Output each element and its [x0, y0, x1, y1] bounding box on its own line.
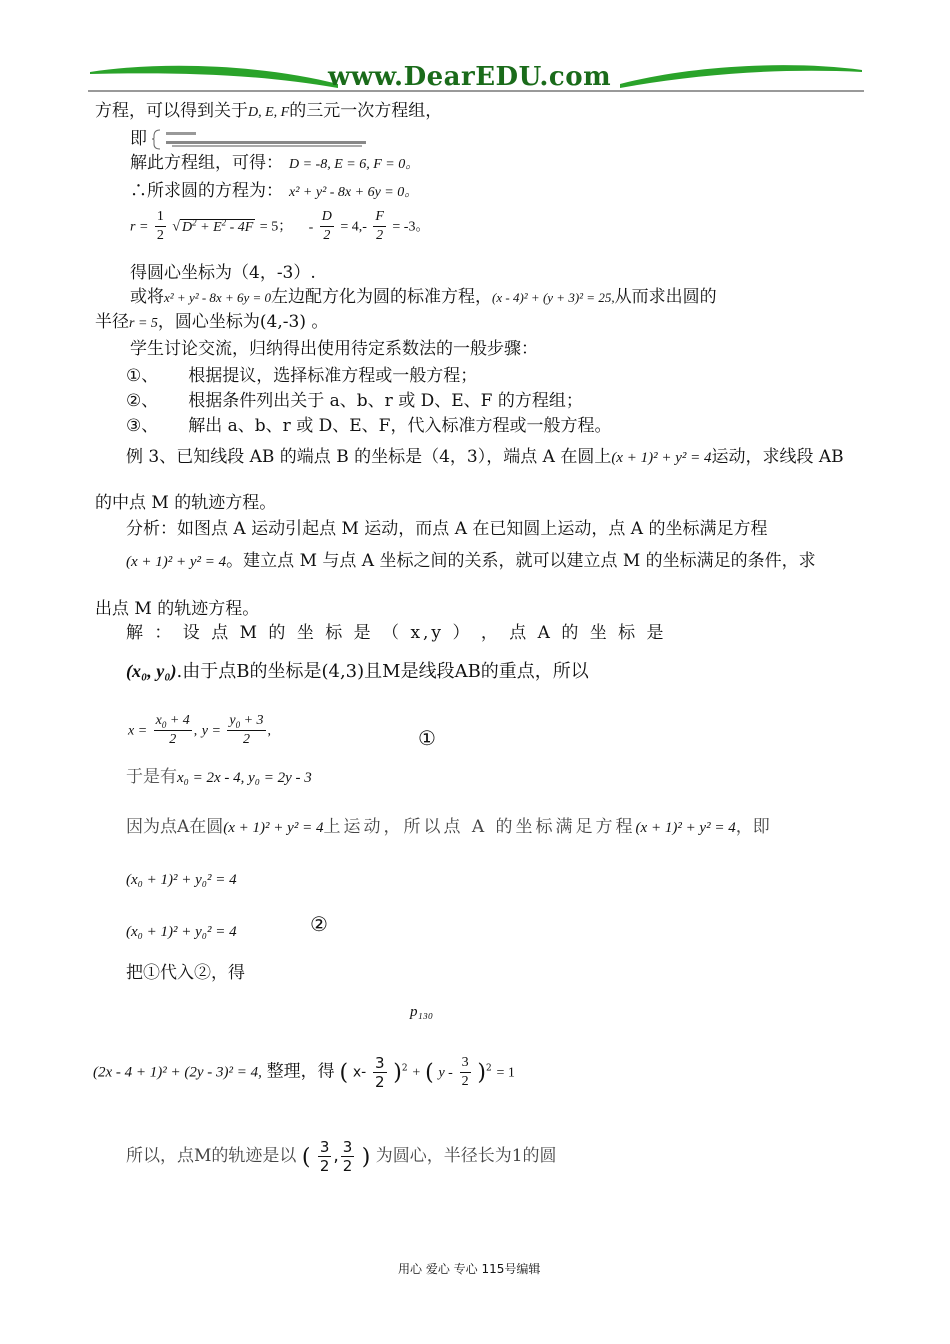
- text-line-3: 解此方程组，可得： D = -8, E = 6, F = 0。: [130, 153, 420, 173]
- step-2: ②、 根据条件列出关于 a、b、r 或 D、E、F 的方程组；: [126, 391, 583, 411]
- header-banner: [88, 58, 864, 98]
- analysis-line-2: (x + 1)² + y² = 4。建立点 M 与点 A 坐标之间的关系，就可以建立点 M 的坐标满足的条件，求: [126, 551, 816, 571]
- substitute-line: 把①代入②，得: [126, 963, 245, 983]
- circle-equation-a: (x₀ + 1)² + y₀² = 4: [126, 872, 237, 888]
- final-equation: (2x - 4 + 1)² + (2y - 3)² = 4, 整理，得 ( x- $\frac{3}{2}$ )$^2$ + ( y - $\frac{3}{2}$ )$^2$ = 1: [93, 1054, 515, 1091]
- radius-formula: r = $\frac{1}{2}$ √ $D^2 + E^2 - 4F = 5$； - $\frac{D}{2}$ = 4,- $\frac{F}{2}$ = -3。: [130, 209, 430, 243]
- text-line-4: ∴所求圆的方程为： x² + y² - 8x + 6y = 0。: [130, 181, 419, 201]
- midpoint-equation: x = $\frac{x_0 + 4}{2}$ , y = $\frac{y_0 + 3}{2}$ ,: [128, 713, 272, 747]
- text-line-1: 方程，可以得到关于D, E, F的三元一次方程组，: [95, 101, 443, 121]
- text-line-7: 或将x² + y² - 8x + 6y = 0左边配方化为圆的标准方程，(x - 4)² + (y + 3)² = 25,从而求出圆的: [130, 287, 717, 307]
- text-line-2: 即: [130, 129, 147, 149]
- solution-line-1: 解 ： 设 点 M 的 坐 标 是 （ x,y ） ， 点 A 的 坐 标 是: [126, 623, 667, 643]
- circle-equation-b: (x₀ + 1)² + y₀² = 4: [126, 924, 237, 940]
- step-1: ①、 根据提议，选择标准方程或一般方程；: [126, 366, 478, 386]
- equation-label-2: ②: [310, 912, 328, 936]
- text-line-8: 半径r = 5，圆心坐标为(4,-3) 。: [95, 312, 329, 332]
- equation-label-1: ①: [418, 726, 436, 750]
- equation-system-image: [152, 128, 372, 150]
- example-3-line-1: 例 3、已知线段 AB 的端点 B 的坐标是（4，3），端点 A 在圆上(x + 1)² + y² = 4运动，求线段 AB: [126, 447, 844, 467]
- step-3: ③、 解出 a、b、r 或 D、E、F，代入标准方程或一般方程。: [126, 416, 612, 436]
- yushi-line: 于是有x₀ = 2x - 4, y₀ = 2y - 3: [126, 767, 312, 787]
- text-line-9: 学生讨论交流，归纳得出使用待定系数法的一般步骤：: [130, 339, 538, 359]
- example-3-line-2: 的中点 M 的轨迹方程。: [95, 493, 277, 513]
- solution-line-2: (x₀, y₀).由于点B的坐标是(4,3)且M是线段AB的重点，所以: [126, 661, 589, 682]
- header-logo-text[interactable]: www.DearEDU.com: [328, 62, 612, 92]
- analysis-line-1: 分析：如图点 A 运动引起点 M 运动，而点 A 在已知圆上运动，点 A 的坐标满足方程: [126, 519, 768, 539]
- conclusion-line: 所以，点M的轨迹是以 ( $\frac{3}{2}$ , $\frac{3}{2}$ ) 为圆心，半径长为1的圆: [126, 1138, 557, 1175]
- page-reference: p₁₃₀: [410, 1004, 434, 1020]
- page-footer: 用心 爱心 专心 115号编辑: [398, 1262, 541, 1276]
- analysis-line-3: 出点 M 的轨迹方程。: [95, 599, 260, 619]
- because-line: 因为点A在圆(x + 1)² + y² = 4上运动，所以点 A 的坐标满足方程(x + 1)² + y² = 4，即: [126, 817, 770, 837]
- text-line-6: 得圆心坐标为（4，-3）.: [130, 263, 316, 283]
